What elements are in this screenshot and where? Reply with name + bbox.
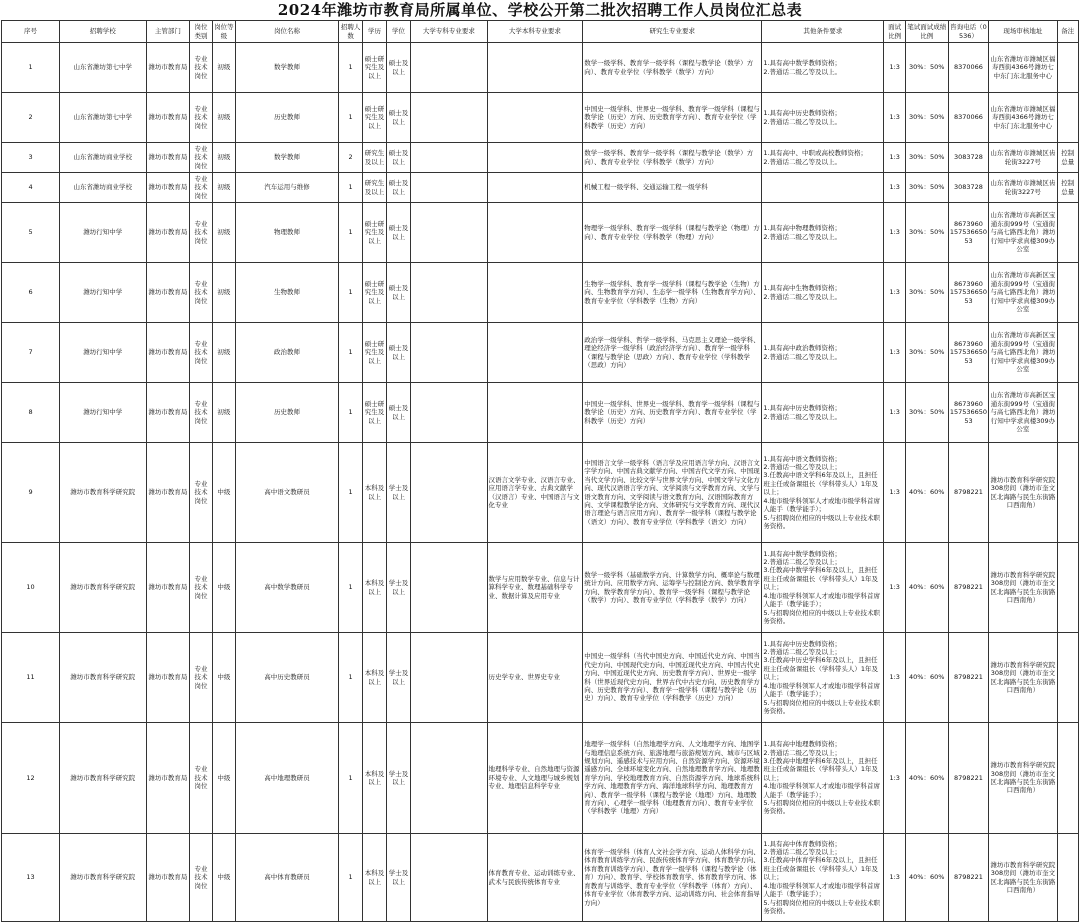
education-cell: 硕士研究生及以上 <box>363 323 386 383</box>
degree-cell: 学士及以上 <box>386 633 410 723</box>
post-level-cell: 中级 <box>212 443 235 543</box>
school-name-cell: 山东省潍坊第七中学 <box>60 43 147 93</box>
header-cell: 学位 <box>386 21 410 43</box>
post-category-cell: 专业技术岗位 <box>190 43 212 93</box>
review-address-cell: 潍坊市教育科学研究院308房间（潍坊市奎文区北海路与民生东街路口西南角） <box>989 633 1057 723</box>
header-cell: 岗位类别 <box>190 21 212 43</box>
undergraduate-major-cell: 历史学专业、世界史专业 <box>487 633 583 723</box>
post-level-cell: 初级 <box>212 173 235 203</box>
score-ratio-cell: 40%：60% <box>905 443 948 543</box>
degree-cell: 硕士及以上 <box>386 93 410 143</box>
graduate-major-cell: 数学一级学科（基础数学方向、计算数学方向、概率论与数理统计方向、应用数学方向、运筹学与控制论方向、数学教育学方向、数学教育学方向）、教育学一级学科（课程与教学论（数学）方向）、教育专业学位（学科教学（数学）方向） <box>583 543 762 633</box>
undergraduate-major-cell: 地理科学专业、自然地理与资源环境专业、人文地理与城乡规划专业、地理信息科学专业 <box>487 723 583 834</box>
page-title: 2024年潍坊市教育局所属单位、学校公开第二批次招聘工作人员岗位汇总表 <box>277 1 803 19</box>
hire-count-cell: 1 <box>338 43 362 93</box>
post-level-cell: 中级 <box>212 633 235 723</box>
graduate-major-cell: 中国史一级学科、世界史一级学科、教育学一级学科（课程与教学论（历史）方向、历史教育学方向）、教育专业学位（学科教学（历史）方向） <box>583 383 762 443</box>
hire-count-cell: 1 <box>338 263 362 323</box>
table-row <box>2 143 1079 173</box>
score-ratio-cell: 30%：50% <box>905 143 948 173</box>
header-row <box>2 21 1079 43</box>
remark-cell <box>1057 723 1078 834</box>
undergraduate-major-cell <box>487 43 583 93</box>
degree-cell: 硕士及以上 <box>386 173 410 203</box>
phone-cell: 8370066 <box>948 93 989 143</box>
score-ratio-cell: 30%：50% <box>905 43 948 93</box>
other-conditions-cell <box>762 173 884 203</box>
row-number-cell: 3 <box>2 143 60 173</box>
junior-college-major-cell <box>411 723 487 834</box>
header-cell: 现场审核地址 <box>989 21 1057 43</box>
review-address-cell: 山东省潍坊市潍城区齿轮街3227号 <box>989 173 1057 203</box>
row-number-cell: 13 <box>2 834 60 922</box>
phone-cell: 8798221 <box>948 723 989 834</box>
interview-ratio-cell: 1:3 <box>884 263 905 323</box>
post-category-cell: 专业技术岗位 <box>190 173 212 203</box>
department-cell: 潍坊市教育局 <box>146 443 190 543</box>
table-row <box>2 834 1079 922</box>
remark-cell <box>1057 323 1078 383</box>
post-name-cell: 历史教师 <box>236 93 339 143</box>
hire-count-cell: 1 <box>338 203 362 263</box>
hire-count-cell: 1 <box>338 93 362 143</box>
graduate-major-cell: 中国语言文学一级学科（语言学及应用语言学方向、汉语言文字学方向、中国古典文献学方向、中国古代文学方向、中国现当代文学方向、比较文学与世界文学方向、中国文学与文化方向、现代汉语语言学方向、文学阅读与文学教育方向、文学与语文教育方向、文学阅读与语文教育方向、汉语国际教育方向、文学课程教学论方向、文体研究与文学教育方向、现代汉语言理论与语言应用方向）、教育学一级学科（课程与教学论（语文）方向）、教育专业学位（学科教学（语文）方向） <box>583 443 762 543</box>
junior-college-major-cell <box>411 173 487 203</box>
other-conditions-cell: 1.具有高中历史教师资格； 2.普通话二级乙等及以上。 <box>762 383 884 443</box>
table-row <box>2 323 1079 383</box>
undergraduate-major-cell <box>487 383 583 443</box>
score-ratio-cell: 30%：50% <box>905 383 948 443</box>
other-conditions-cell: 1.具有高中生物教师资格； 2.普通话二级乙等及以上。 <box>762 263 884 323</box>
header-cell: 笔试面试成绩比例 <box>905 21 948 43</box>
school-name-cell: 潍坊市教育科学研究院 <box>60 723 147 834</box>
junior-college-major-cell <box>411 323 487 383</box>
hire-count-cell: 1 <box>338 543 362 633</box>
table-row <box>2 443 1079 543</box>
other-conditions-cell: 1.具有高中数学教师资格； 2.普通话二级乙等及以上； 3.任教高中数学学科6年及以上，且担任班主任或备课组长（学科带头人）1年及以上； 4.地市级学科领军人才或地市级学科首席人能手（教学能手）； 5.与招聘岗位相应的中级以上专业技术职务资格。 <box>762 543 884 633</box>
graduate-major-cell: 生物学一级学科、教育学一级学科（课程与教学论（生物）方向、生物教育学方向）、生态学一级学科（生物教育学方向）、教育专业学位（学科教学（生物）方向） <box>583 263 762 323</box>
education-cell: 本科及以上 <box>363 443 386 543</box>
phone-cell: 8673960 15753665053 <box>948 383 989 443</box>
undergraduate-major-cell <box>487 263 583 323</box>
graduate-major-cell: 中国史一级学科、世界史一级学科、教育学一级学科（课程与教学论（历史）方向、历史教育学方向）、教育专业学位（学科教学（历史）方向） <box>583 93 762 143</box>
degree-cell: 学士及以上 <box>386 723 410 834</box>
post-category-cell: 专业技术岗位 <box>190 143 212 173</box>
post-category-cell: 专业技术岗位 <box>190 543 212 633</box>
post-name-cell: 数学教师 <box>236 143 339 173</box>
header-cell: 研究生专业要求 <box>583 21 762 43</box>
score-ratio-cell: 40%：60% <box>905 543 948 633</box>
junior-college-major-cell <box>411 263 487 323</box>
post-category-cell: 专业技术岗位 <box>190 723 212 834</box>
table-row <box>2 43 1079 93</box>
hire-count-cell: 1 <box>338 443 362 543</box>
other-conditions-cell: 1.具有高中历史教师资格； 2.普通话二级乙等及以上； 3.任教高中历史学科6年及以上，且担任班主任或备课组长（学科带头人）1年及以上； 4.地市级学科领军人才或地市级学科首席人能手（教学能手）； 5.与招聘岗位相应的中级以上专业技术职务资格。 <box>762 633 884 723</box>
score-ratio-cell: 40%：60% <box>905 723 948 834</box>
post-level-cell: 中级 <box>212 834 235 922</box>
remark-cell <box>1057 203 1078 263</box>
review-address-cell: 山东省潍坊市高新区宝通东街999号（宝通街与高七路西北角）潍坊行知中学求真楼309办公室 <box>989 383 1057 443</box>
junior-college-major-cell <box>411 93 487 143</box>
junior-college-major-cell <box>411 383 487 443</box>
graduate-major-cell: 政治学一级学科、哲学一级学科、马克思主义理论一级学科、理论经济学一级学科（政治经济学方向）、教育学一级学科（课程与教学论（思政）方向）、教育专业学位（学科教学（思政）方向） <box>583 323 762 383</box>
row-number-cell: 4 <box>2 173 60 203</box>
interview-ratio-cell: 1:3 <box>884 633 905 723</box>
education-cell: 本科及以上 <box>363 834 386 922</box>
other-conditions-cell: 1.具有高中政治教师资格； 2.普通话二级乙等及以上。 <box>762 323 884 383</box>
degree-cell: 硕士及以上 <box>386 143 410 173</box>
score-ratio-cell: 40%：60% <box>905 633 948 723</box>
department-cell: 潍坊市教育局 <box>146 633 190 723</box>
other-conditions-cell: 1.具有高中语文教师资格； 2.普通话一级乙等及以上； 3.任教高中语文学科6年及以上，且担任班主任或备课组长（学科带头人）1年及以上； 4.地市级学科领军人才或地市级学科首席人能手（教学能手）； 5.与招聘岗位相应的中级以上专业技术职务资格。 <box>762 443 884 543</box>
graduate-major-cell: 物理学一级学科、教育学一级学科（课程与教学论（物理）方向）、教育专业学位（学科教学（物理）方向） <box>583 203 762 263</box>
undergraduate-major-cell <box>487 143 583 173</box>
post-level-cell: 初级 <box>212 383 235 443</box>
table-row <box>2 173 1079 203</box>
other-conditions-cell: 1.具有高中物理教师资格； 2.普通话二级乙等及以上。 <box>762 203 884 263</box>
post-name-cell: 政治教师 <box>236 323 339 383</box>
hire-count-cell: 1 <box>338 834 362 922</box>
post-level-cell: 初级 <box>212 323 235 383</box>
header-cell: 主管部门 <box>146 21 190 43</box>
hire-count-cell: 1 <box>338 633 362 723</box>
education-cell: 硕士研究生及以上 <box>363 93 386 143</box>
review-address-cell: 山东省潍坊市高新区宝通东街999号（宝通街与高七路西北角）潍坊行知中学求真楼309办公室 <box>989 263 1057 323</box>
junior-college-major-cell <box>411 203 487 263</box>
interview-ratio-cell: 1:3 <box>884 93 905 143</box>
phone-cell: 8370066 <box>948 43 989 93</box>
post-level-cell: 初级 <box>212 143 235 173</box>
post-category-cell: 专业技术岗位 <box>190 633 212 723</box>
phone-cell: 3083728 <box>948 173 989 203</box>
post-name-cell: 物理教师 <box>236 203 339 263</box>
degree-cell: 硕士及以上 <box>386 43 410 93</box>
phone-cell: 8798221 <box>948 543 989 633</box>
education-cell: 硕士研究生及以上 <box>363 263 386 323</box>
phone-cell: 8798221 <box>948 443 989 543</box>
interview-ratio-cell: 1:3 <box>884 323 905 383</box>
header-cell: 大学本科专业要求 <box>487 21 583 43</box>
review-address-cell: 潍坊市教育科学研究院308房间（潍坊市奎文区北海路与民生东街路口西南角） <box>989 834 1057 922</box>
row-number-cell: 2 <box>2 93 60 143</box>
header-cell: 其他条件要求 <box>762 21 884 43</box>
header-cell: 面试比例 <box>884 21 905 43</box>
phone-cell: 8798221 <box>948 633 989 723</box>
row-number-cell: 8 <box>2 383 60 443</box>
hire-count-cell: 2 <box>338 143 362 173</box>
school-name-cell: 山东省潍坊商业学校 <box>60 173 147 203</box>
table-row <box>2 723 1079 834</box>
table-row <box>2 203 1079 263</box>
table-row <box>2 633 1079 723</box>
education-cell: 本科及以上 <box>363 633 386 723</box>
school-name-cell: 潍坊行知中学 <box>60 263 147 323</box>
post-level-cell: 初级 <box>212 93 235 143</box>
graduate-major-cell: 体育学一级学科（体育人文社会学方向、运动人体科学方向、体育教育训练学方向、民族传统体育学方向、体育教学方向、体育教育训练学方向）、教育学一级学科（课程与教学论（体育）方向）、教育学、学校体育教育学、体育教育学方向、体育教育与训练学、教育专业学位（学科教学（体育）方向）、体育专业学位（体育教学方向、运动训练方向、社会体育指导方向） <box>583 834 762 922</box>
interview-ratio-cell: 1:3 <box>884 723 905 834</box>
degree-cell: 硕士及以上 <box>386 323 410 383</box>
education-cell: 硕士研究生及以上 <box>363 43 386 93</box>
post-name-cell: 高中历史教研员 <box>236 633 339 723</box>
other-conditions-cell: 1.具有高中历史教师资格； 2.普通话二级乙等及以上。 <box>762 93 884 143</box>
remark-cell <box>1057 93 1078 143</box>
junior-college-major-cell <box>411 443 487 543</box>
graduate-major-cell: 数学一级学科、教育学一级学科（课程与教学论（数学）方向）、教育专业学位（学科教学（数学）方向） <box>583 143 762 173</box>
undergraduate-major-cell: 数学与应用数学专业、信息与计算科学专业、数理基础科学专业、数据计算及应用专业 <box>487 543 583 633</box>
post-category-cell: 专业技术岗位 <box>190 203 212 263</box>
post-level-cell: 初级 <box>212 263 235 323</box>
graduate-major-cell: 数学一级学科、教育学一级学科（课程与教学论（数学）方向）、教育专业学位（学科教学（数学）方向） <box>583 43 762 93</box>
other-conditions-cell: 1.具有高中地理教师资格； 2.普通话二级乙等及以上； 3.任教高中地理学科6年及以上，且担任班主任或备课组长（学科带头人）1年及以上； 4.地市级学科领军人才或地市级学科首席人能手（教学能手）； 5.与招聘岗位相应的中级以上专业技术职务资格。 <box>762 723 884 834</box>
post-name-cell: 高中语文教研员 <box>236 443 339 543</box>
review-address-cell: 山东省潍坊市潍城区齿轮街3227号 <box>989 143 1057 173</box>
remark-cell: 控制总量 <box>1057 173 1078 203</box>
post-name-cell: 高中数学教研员 <box>236 543 339 633</box>
row-number-cell: 10 <box>2 543 60 633</box>
school-name-cell: 潍坊市教育科学研究院 <box>60 443 147 543</box>
undergraduate-major-cell: 汉语言文学专业、汉语言专业、应用语言学专业、古典文献学（汉语言）专业、中国语言与文化专业 <box>487 443 583 543</box>
review-address-cell: 山东省潍坊市潍城区福寿西街4366号潍坊七中东门东北服务中心 <box>989 43 1057 93</box>
post-level-cell: 中级 <box>212 723 235 834</box>
row-number-cell: 6 <box>2 263 60 323</box>
education-cell: 硕士研究生及以上 <box>363 203 386 263</box>
school-name-cell: 山东省潍坊第七中学 <box>60 93 147 143</box>
post-name-cell: 高中地理教研员 <box>236 723 339 834</box>
department-cell: 潍坊市教育局 <box>146 43 190 93</box>
row-number-cell: 9 <box>2 443 60 543</box>
education-cell: 本科及以上 <box>363 723 386 834</box>
post-level-cell: 中级 <box>212 543 235 633</box>
department-cell: 潍坊市教育局 <box>146 173 190 203</box>
degree-cell: 硕士及以上 <box>386 203 410 263</box>
graduate-major-cell: 中国史一级学科（当代中国史方向、中国近代史方向、中国当代史方向、中国现代史方向、中国近现代史方向、中国古代史方向、中国近现代史方向、历史教育学方向）、世界史一级学科（世界近现代史方向、世界古代中古史方向、历史教育学方向、历史教育学方向）、教育学一级学科（课程与教学论（历史）方向）、教育专业学位（学科教学（历史）方向） <box>583 633 762 723</box>
degree-cell: 硕士及以上 <box>386 383 410 443</box>
school-name-cell: 潍坊市教育科学研究院 <box>60 633 147 723</box>
row-number-cell: 11 <box>2 633 60 723</box>
junior-college-major-cell <box>411 834 487 922</box>
degree-cell: 学士及以上 <box>386 443 410 543</box>
interview-ratio-cell: 1:3 <box>884 173 905 203</box>
interview-ratio-cell: 1:3 <box>884 443 905 543</box>
post-category-cell: 专业技术岗位 <box>190 443 212 543</box>
phone-cell: 8673960 15753665053 <box>948 263 989 323</box>
score-ratio-cell: 30%：50% <box>905 203 948 263</box>
post-name-cell: 生物教师 <box>236 263 339 323</box>
education-cell: 硕士研究生及以上 <box>363 383 386 443</box>
post-category-cell: 专业技术岗位 <box>190 263 212 323</box>
other-conditions-cell: 1.具有高中数学教师资格； 2.普通话二级乙等及以上。 <box>762 43 884 93</box>
header-cell: 招聘学校 <box>60 21 147 43</box>
school-name-cell: 潍坊行知中学 <box>60 203 147 263</box>
department-cell: 潍坊市教育局 <box>146 263 190 323</box>
department-cell: 潍坊市教育局 <box>146 383 190 443</box>
remark-cell: 控制总量 <box>1057 143 1078 173</box>
table-row <box>2 93 1079 143</box>
header-cell: 序号 <box>2 21 60 43</box>
education-cell: 研究生及以上 <box>363 143 386 173</box>
header-cell: 备注 <box>1057 21 1078 43</box>
table-row <box>2 543 1079 633</box>
phone-cell: 8798221 <box>948 834 989 922</box>
review-address-cell: 山东省潍坊市高新区宝通东街999号（宝通街与高七路西北角）潍坊行知中学求真楼309办公室 <box>989 323 1057 383</box>
post-name-cell: 历史教师 <box>236 383 339 443</box>
other-conditions-cell: 1.具有高中体育教师资格； 2.普通话二级乙等及以上； 3.任教高中体育学科6年及以上，且担任班主任或备课组长（学科带头人）1年及以上； 4.地市级学科领军人才或地市级学科首席人能手（教学能手）； 5.与招聘岗位相应的中级以上专业技术职务资格。 <box>762 834 884 922</box>
post-level-cell: 初级 <box>212 203 235 263</box>
department-cell: 潍坊市教育局 <box>146 93 190 143</box>
phone-cell: 8673960 15753665053 <box>948 203 989 263</box>
school-name-cell: 潍坊市教育科学研究院 <box>60 543 147 633</box>
phone-cell: 3083728 <box>948 143 989 173</box>
table-row <box>2 263 1079 323</box>
education-cell: 研究生及以上 <box>363 173 386 203</box>
department-cell: 潍坊市教育局 <box>146 834 190 922</box>
row-number-cell: 1 <box>2 43 60 93</box>
post-category-cell: 专业技术岗位 <box>190 383 212 443</box>
degree-cell: 学士及以上 <box>386 543 410 633</box>
interview-ratio-cell: 1:3 <box>884 383 905 443</box>
interview-ratio-cell: 1:3 <box>884 203 905 263</box>
post-name-cell: 数学教师 <box>236 43 339 93</box>
undergraduate-major-cell <box>487 323 583 383</box>
remark-cell <box>1057 443 1078 543</box>
department-cell: 潍坊市教育局 <box>146 543 190 633</box>
hire-count-cell: 1 <box>338 173 362 203</box>
school-name-cell: 山东省潍坊商业学校 <box>60 143 147 173</box>
post-name-cell: 汽车运用与维修 <box>236 173 339 203</box>
remark-cell <box>1057 43 1078 93</box>
junior-college-major-cell <box>411 543 487 633</box>
review-address-cell: 山东省潍坊市潍城区福寿西街4366号潍坊七中东门东北服务中心 <box>989 93 1057 143</box>
hire-count-cell: 1 <box>338 323 362 383</box>
undergraduate-major-cell: 体育教育专业、运动训练专业、武术与民族传统体育专业 <box>487 834 583 922</box>
review-address-cell: 潍坊市教育科学研究院308房间（潍坊市奎文区北海路与民生东街路口西南角） <box>989 723 1057 834</box>
post-level-cell: 初级 <box>212 43 235 93</box>
score-ratio-cell: 40%：60% <box>905 834 948 922</box>
interview-ratio-cell: 1:3 <box>884 834 905 922</box>
row-number-cell: 7 <box>2 323 60 383</box>
header-cell: 大学专科专业要求 <box>411 21 487 43</box>
department-cell: 潍坊市教育局 <box>146 723 190 834</box>
review-address-cell: 山东省潍坊市高新区宝通东街999号（宝通街与高七路西北角）潍坊行知中学求真楼309办公室 <box>989 203 1057 263</box>
graduate-major-cell: 地理学一级学科（自然地理学方向、人文地理学方向、地图学与地理信息系统方向、旅游地理与旅游规划方向、城市与区域规划方向、遥感技术与应用方向、自然资源学方向、资源环境遥感方向、全球环境变化方向、自然地理教育学方向、地理教育学方向、学校地理教育方向、自然资源学方向、地球系统科学方向、地理教育学方向、海洋地球科学方向、地理教育方向）、教育学一级学科（课程与教学论（地理）方向、地理教育方向）、心理学一级学科（地理教育方向）、教育专业学位（学科教学（地理）方向） <box>583 723 762 834</box>
department-cell: 潍坊市教育局 <box>146 203 190 263</box>
phone-cell: 8673960 15753665053 <box>948 323 989 383</box>
remark-cell <box>1057 263 1078 323</box>
hire-count-cell: 1 <box>338 723 362 834</box>
post-category-cell: 专业技术岗位 <box>190 93 212 143</box>
remark-cell <box>1057 633 1078 723</box>
row-number-cell: 12 <box>2 723 60 834</box>
interview-ratio-cell: 1:3 <box>884 43 905 93</box>
table-row <box>2 383 1079 443</box>
interview-ratio-cell: 1:3 <box>884 543 905 633</box>
other-conditions-cell: 1.具有高中、中职或高校教师资格； 2.普通话二级乙等及以上。 <box>762 143 884 173</box>
junior-college-major-cell <box>411 143 487 173</box>
degree-cell: 学士及以上 <box>386 834 410 922</box>
score-ratio-cell: 30%：50% <box>905 93 948 143</box>
undergraduate-major-cell <box>487 203 583 263</box>
school-name-cell: 潍坊市教育科学研究院 <box>60 834 147 922</box>
score-ratio-cell: 30%：50% <box>905 263 948 323</box>
graduate-major-cell: 机械工程一级学科、交通运输工程一级学科 <box>583 173 762 203</box>
review-address-cell: 潍坊市教育科学研究院308房间（潍坊市奎文区北海路与民生东街路口西南角） <box>989 443 1057 543</box>
review-address-cell: 潍坊市教育科学研究院308房间（潍坊市奎文区北海路与民生东街路口西南角） <box>989 543 1057 633</box>
education-cell: 本科及以上 <box>363 543 386 633</box>
remark-cell <box>1057 383 1078 443</box>
post-category-cell: 专业技术岗位 <box>190 323 212 383</box>
score-ratio-cell: 30%：50% <box>905 173 948 203</box>
header-cell: 咨询电话（0536） <box>948 21 989 43</box>
undergraduate-major-cell <box>487 173 583 203</box>
department-cell: 潍坊市教育局 <box>146 143 190 173</box>
department-cell: 潍坊市教育局 <box>146 323 190 383</box>
school-name-cell: 潍坊行知中学 <box>60 323 147 383</box>
hire-count-cell: 1 <box>338 383 362 443</box>
header-cell: 岗位名称 <box>236 21 339 43</box>
post-name-cell: 高中体育教研员 <box>236 834 339 922</box>
header-cell: 学历 <box>363 21 386 43</box>
recruitment-table <box>1 20 1079 922</box>
degree-cell: 硕士及以上 <box>386 263 410 323</box>
junior-college-major-cell <box>411 633 487 723</box>
interview-ratio-cell: 1:3 <box>884 143 905 173</box>
remark-cell <box>1057 543 1078 633</box>
undergraduate-major-cell <box>487 93 583 143</box>
header-cell: 招聘人数 <box>338 21 362 43</box>
score-ratio-cell: 30%：50% <box>905 323 948 383</box>
remark-cell <box>1057 834 1078 922</box>
header-cell: 岗位等级 <box>212 21 235 43</box>
school-name-cell: 潍坊行知中学 <box>60 383 147 443</box>
row-number-cell: 5 <box>2 203 60 263</box>
post-category-cell: 专业技术岗位 <box>190 834 212 922</box>
junior-college-major-cell <box>411 43 487 93</box>
